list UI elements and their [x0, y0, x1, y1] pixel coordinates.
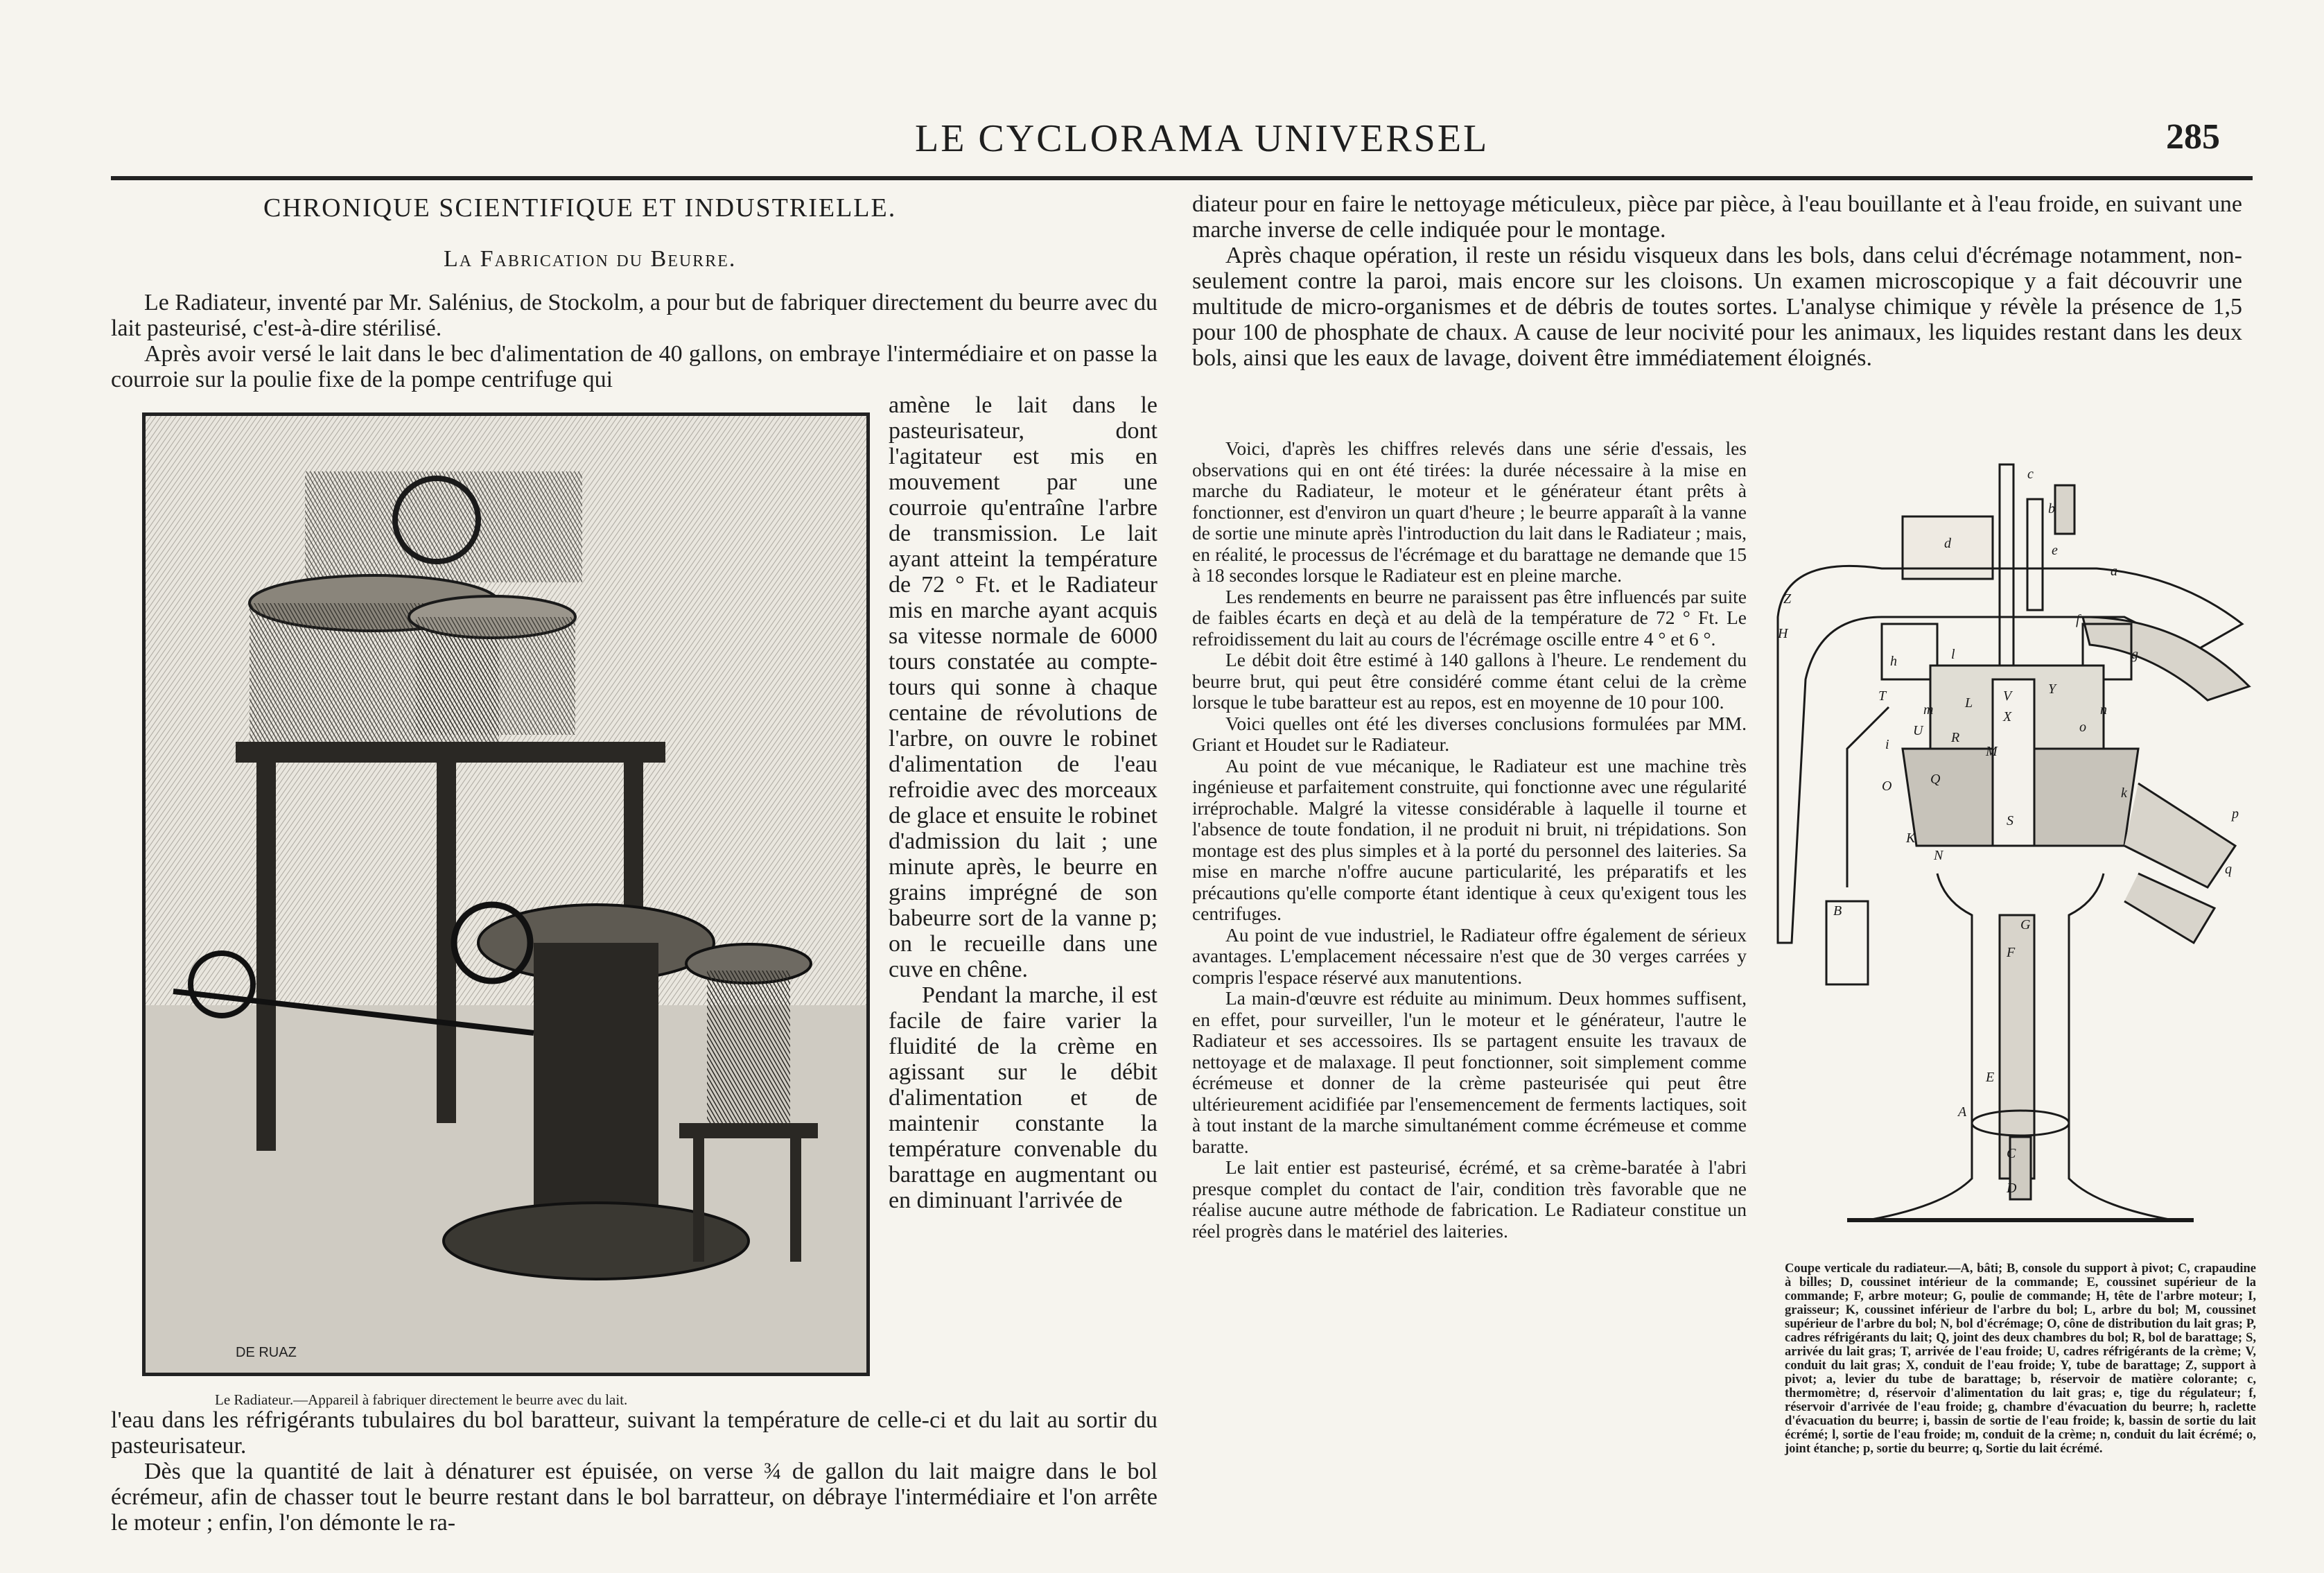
- paragraph: Au point de vue industriel, le Radiateur offre également de sérieux avantages. L'emplacement nécessaire n'est que de 30 verges carrées y compris l'espace réservé aux manutentions.: [1192, 923, 1747, 988]
- diagram-label: h: [1890, 654, 1897, 669]
- diagram-label: L: [1965, 695, 1973, 711]
- paragraph: Le lait entier est pasteurisé, écrémé, et sa crème-baratée à l'abri presque complet du contact de l'air, condition très favorable que ne réalise aucune autre méthode de fabrication. Le Radiateur constitue un réel progrès dans le matériel des laiteries.: [1192, 1156, 1747, 1242]
- diagram-label: q: [2225, 862, 2232, 877]
- paragraph: Le Radiateur, inventé par Mr. Salénius, de Stockolm, a pour but de fabriquer directement du beurre avec du lait pasteurisé, c'est-à-dire stérilisé.: [111, 290, 1157, 341]
- diagram-label: N: [1934, 848, 1943, 863]
- diagram-label: C: [2007, 1146, 2016, 1161]
- diagram-label: O: [1882, 779, 1892, 794]
- diagram-label: M: [1986, 744, 1998, 759]
- diagram-label: l: [1951, 647, 1955, 662]
- diagram-label: n: [2100, 702, 2107, 718]
- diagram-label: Q: [1930, 772, 1941, 787]
- engraver-signature: DE RUAZ: [236, 1345, 297, 1360]
- diagram-label: D: [2007, 1181, 2017, 1196]
- diagram-label: B: [1833, 903, 1842, 919]
- paragraph: amène le lait dans le pasteurisateur, dont l'agitateur est mis en mouvement par une courroie qu'entraîne l'arbre de transmission. Le lait ayant atteint la température de 72 ° Ft. et le Radiateur mis en marche ayant acquis sa vitesse normale de 6000 tours constatée au compte-tours qui sonne à chaque centaine de révolutions de l'arbre, on ouvre le robinet d'alimentation de l'eau refroidie avec des morceaux de glace et ensuite le robinet d'admission du lait ; une minute après, le beurre en grains imprégné de son babeurre sort de la vanne p; on le recueille dans une cuve en chêne.: [889, 392, 1157, 982]
- diagram-label: i: [1885, 737, 1889, 752]
- diagram-label: T: [1878, 688, 1887, 704]
- diagram-label: p: [2232, 806, 2239, 822]
- diagram-label: Y: [2048, 681, 2056, 697]
- radiateur-engraving: [142, 412, 870, 1376]
- diagram-label: E: [1986, 1070, 1995, 1085]
- diagram-label: f: [2076, 612, 2080, 627]
- running-header-title: LE CYCLORAMA UNIVERSEL: [915, 117, 1489, 160]
- column1-bottom: [111, 1407, 1157, 1536]
- radiateur-engraving-drawing: [146, 416, 866, 1373]
- paragraph: Après avoir versé le lait dans le bec d'alimentation de 40 gallons, on embraye l'intermédiaire et on passe la courroie sur la poulie fixe de la pompe centrifuge qui: [111, 341, 1157, 392]
- paragraph: Après chaque opération, il reste un résidu visqueux dans les bols, dans celui d'écrémage notamment, non-seulement contre la paroi, mais encore sur les cloisons. Un examen microscopique y a fait découvrir une multitude de micro-organismes et de débris de toutes sortes. L'analyse chimique y révèle la présence de 1,5 pour 100 de phosphate de chaux. A cause de leur nocivité pour les animaux, les liquides restant dans les deux bols, ainsi que les eaux de lavage, doivent être immédiatement éloignés.: [1192, 243, 2242, 371]
- diagram-label: c: [2027, 467, 2034, 482]
- diagram-label: G: [2020, 917, 2031, 932]
- diagram-label: R: [1951, 730, 1960, 745]
- paragraph: Les rendements en beurre ne paraissent pas être influencés par suite de faibles écarts en deçà et au delà de la température de 72 ° Ft. Le refroidissement du lait au cours de l'écrémage oscille entre 4 ° et 6 °.: [1192, 585, 1747, 650]
- paragraph: La main-d'œuvre est réduite au minimum. Deux hommes suffisent, en effet, pour surveiller, l'un le moteur et le générateur, l'autre le Radiateur et ses accessoires. Ils se partagent ensuite les travaux de nettoyage et de malaxage. Il peut fonctionner, soit simplement comme écrémeuse et donner de la crème pasteurisée qui peut être ultérieurement acidifiée par l'ensemencement de ferments lactiques, soit à tout instant de la marche simultanément comme écrémeuse et comme baratte.: [1192, 987, 1747, 1157]
- engraving-caption: Le Radiateur.—Appareil à fabriquer directement le beurre avec du lait.: [215, 1391, 628, 1408]
- diagram-label: K: [1906, 831, 1916, 846]
- diagram-label: k: [2121, 785, 2127, 801]
- diagram-label: H: [1778, 626, 1788, 641]
- diagram-label: o: [2079, 720, 2086, 735]
- diagram-label: U: [1913, 723, 1923, 738]
- header-rule: [111, 176, 2253, 180]
- diagram-label: d: [1944, 536, 1951, 551]
- column2-observations: [1192, 438, 1747, 1242]
- column2-top: [1192, 191, 2242, 371]
- paragraph: Voici quelles ont été les diverses conclusions formulées par MM. Griant et Houdet sur le Radiateur.: [1192, 712, 1747, 755]
- article-subtitle: La Fabrication du Beurre.: [444, 246, 737, 272]
- radiateur-cross-section: [1764, 458, 2277, 1255]
- page-number: 285: [2166, 117, 2220, 157]
- section-title: CHRONIQUE SCIENTIFIQUE ET INDUSTRIELLE.: [263, 193, 897, 223]
- paragraph: Pendant la marche, il est facile de faire varier la fluidité de la crème en agissant sur le débit d'alimentation et de maintenir constante la température convenable du barattage en augmentant ou en diminuant l'arrivée de: [889, 982, 1157, 1213]
- paragraph: Le débit doit être estimé à 140 gallons à l'heure. Le rendement du beurre brut, qui peut être considéré comme étant celui de la crème lorsque le tube baratteur est au repos, est en moyenne de 10 pour 100.: [1192, 649, 1747, 713]
- diagram-label: S: [2007, 813, 2013, 828]
- diagram-label: F: [2007, 945, 2016, 960]
- column1-intro: [111, 290, 1157, 392]
- diagram-label: A: [1958, 1104, 1967, 1120]
- diagram-label: Z: [1783, 591, 1792, 607]
- diagram-label: X: [2003, 709, 2012, 724]
- diagram-label: a: [2111, 564, 2117, 579]
- column1-wrap: [889, 392, 1157, 1213]
- paragraph: Voici, d'après les chiffres relevés dans une série d'essais, les observations qui en ont été tirées: la durée nécessaire à la mise en marche du Radiateur, le moteur et le générateur étant prêts à fonctionner, est d'environ un quart d'heure ; le beurre apparaît à la vanne de sortie une minute après l'introduction du lait dans le Radiateur ; mais, en réalité, le processus de l'écrémage et du barattage ne demande que 15 à 18 secondes lorsque le Radiateur est en pleine marche.: [1192, 437, 1747, 586]
- diagram-label: b: [2048, 501, 2055, 516]
- diagram-label: V: [2003, 688, 2012, 704]
- paragraph: Dès que la quantité de lait à dénaturer est épuisée, on verse ¾ de gallon du lait maigre dans le bol écrémeur, afin de chasser tout le beurre restant dans le bol barratteur, on débraye l'intermédiaire et l'on arrête le moteur ; enfin, l'on démonte le ra-: [111, 1459, 1157, 1536]
- paragraph: l'eau dans les réfrigérants tubulaires du bol baratteur, suivant la température de celle-ci et du lait au sortir du pasteurisateur.: [111, 1407, 1157, 1459]
- diagram-label: m: [1923, 702, 1934, 718]
- diagram-label: g: [2131, 647, 2138, 662]
- paragraph: diateur pour en faire le nettoyage méticuleux, pièce par pièce, à l'eau bouillante et à l'eau froide, en suivant une marche inverse de celle indiquée pour le montage.: [1192, 191, 2242, 243]
- cross-section-drawing: [1764, 458, 2277, 1255]
- paragraph: Au point de vue mécanique, le Radiateur est une machine très ingénieuse et parfaitement construite, qui fonctionne avec une régularité irréprochable. Malgré la vitesse considérable à laquelle il tourne et l'absence de toute fondation, il ne produit ni bruit, ni trépidations. Son montage est des plus simples et à la porté du personnel des laiteries. Sa mise en marche n'offre aucune particularité, les préparatifs et les précautions qu'elle comporte étant identique à ceux qu'exigent tous les centrifuges.: [1192, 754, 1747, 924]
- cross-section-caption: Coupe verticale du radiateur.—A, bâti; B, console du support à pivot; C, crapaudine à billes; D, coussinet intérieur de la commande; E, coussinet supérieur de la commande; F, arbre moteur; G, poulie de commande; H, tête de l'arbre moteur; I, graisseur; K, coussinet inférieur de l'arbre du bol; L, arbre du bol; M, coussinet supérieur de l'arbre du bol; N, bol d'écrémage; O, cône de distribution du lait gras; P, cadres réfrigérants du lait; Q, joint des deux chambres du bol; R, bol de barattage; S, arrivée du lait gras; T, arrivée de l'eau froide; U, cadres réfrigérants de la crème; V, conduit du lait gras; X, conduit de l'eau froide; Y, tube de barattage; Z, support à pivot; a, levier du tube de barattage; b, réservoir de matière colorante; c, thermomètre; d, réservoir d'alimentation du lait gras; e, tige du régulateur; f, réservoir d'arrivée de l'eau froide; g, chambre d'évacuation du beurre; h, raclette d'évacuation du beurre; i, bassin de sortie de l'eau froide; k, bassin de sortie du lait écrémé; l, sortie de l'eau froide; m, conduit de la crème; n, conduit du lait écrémé; o, joint étanche; p, sortie du beurre; q, Sortie du lait écrémé.: [1785, 1262, 2256, 1456]
- diagram-label: e: [2052, 543, 2058, 558]
